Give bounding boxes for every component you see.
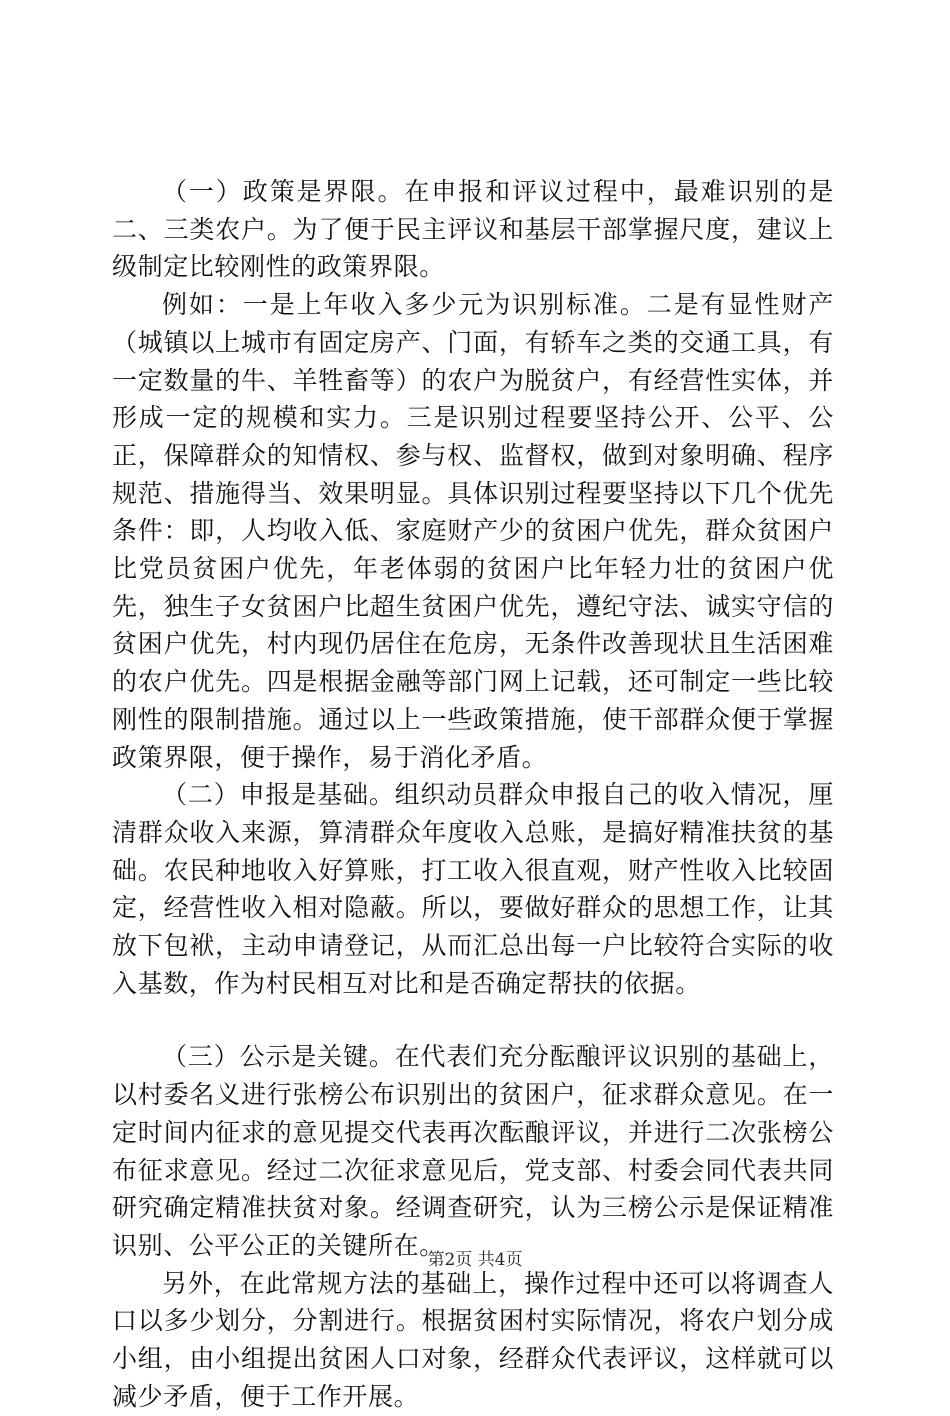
paragraph-declaration-basis: （二）申报是基础。组织动员群众申报自己的收入情况，厘清群众收入来源，算清群众年度收入总账，是搞好精准扶贫的基础。农民种地收入好算账，打工收入很直观，财产性收入比较固定，经营性收入相对隐蔽。所以，要做好群众的思想工作，让其放下包袱，主动申请登记，从而汇总出每一户比较符合实际的收入基数，作为村民相互对比和是否确定帮扶的依据。 [112,780,834,998]
document-body [112,173,834,1416]
paragraph-publicity-key: （三）公示是关键。在代表们充分酝酿评议识别的基础上，以村委名义进行张榜公布识别出的贫困户，征求群众意见。在一定时间内征求的意见提交代表再次酝酿评议，并进行二次张榜公布征求意见。经过二次征求意见后，党支部、村委会同代表共同研究确定精准扶贫对象。经调查研究，认为三榜公示是保证精准识别、公平公正的关键所在。 [112,1042,834,1260]
paragraph-additional-method: 另外，在此常规方法的基础上，操作过程中还可以将调查人口以多少划分，分割进行。根据贫困村实际情况，将农户划分成小组，由小组提出贫困人口对象，经群众代表评议，这样就可以减少矛盾，便于工作开展。 [112,1268,834,1411]
paragraph-policy-boundary: （一）政策是界限。在申报和评议过程中，最难识别的是二、三类农户。为了便于民主评议和基层干部掌握尺度，建议上级制定比较刚性的政策界限。 [112,177,834,282]
paragraph-examples: 例如：一是上年收入多少元为识别标准。二是有显性财产（城镇以上城市有固定房产、门面，有轿车之类的交通工具，有一定数量的牛、羊牲畜等）的农户为脱贫户，有经营性实体，并形成一定的规模和实力。三是识别过程要坚持公开、公平、公正，保障群众的知情权、参与权、监督权，做到对象明确、程序规范、措施得当、效果明显。具体识别过程要坚持以下几个优先条件：即，人均收入低、家庭财产少的贫困户优先，群众贫困户比党员贫困户优先，年老体弱的贫困户比年轻力壮的贫困户优先，独生子女贫困户比超生贫困户优先，遵纪守法、诚实守信的贫困户优先，村内现仍居住在危房，无条件改善现状且生活困难的农户优先。四是根据金融等部门网上记载，还可制定一些比较刚性的限制措施。通过以上一些政策措施，使干部群众便于掌握政策界限，便于操作，易于消化矛盾。 [112,290,834,772]
page-footer: 第2页 共4页 [427,1250,523,1270]
